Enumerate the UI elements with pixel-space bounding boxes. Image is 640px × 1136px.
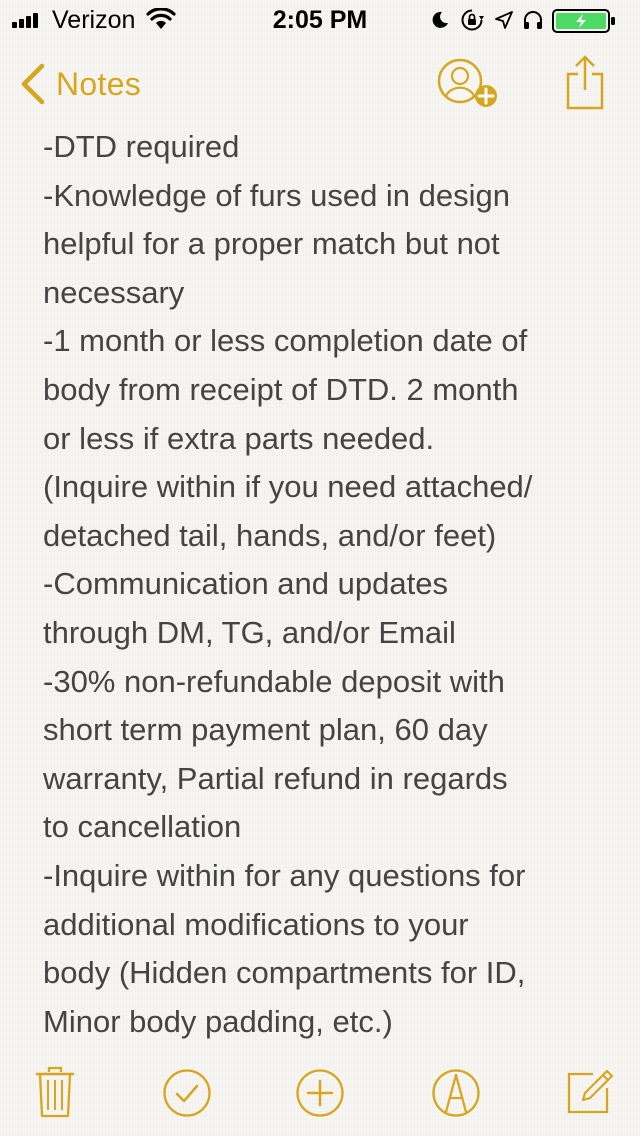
note-line: helpful for a proper match but not (43, 226, 500, 262)
note-line: through DM, TG, and/or Email (43, 614, 456, 650)
note-line: -Knowledge of furs used in design (43, 177, 511, 213)
note-line: -30% non-refundable deposit with (43, 663, 505, 699)
share-button[interactable] (562, 54, 608, 112)
note-line: or less if extra parts needed. (43, 420, 435, 456)
note-line: (Inquire within if you need attached/ (43, 469, 533, 505)
delete-button[interactable] (35, 1066, 75, 1118)
add-icon (298, 1071, 343, 1116)
note-line: warranty, Partial refund in regards (43, 760, 508, 796)
add-people-icon (439, 60, 497, 107)
sketch-icon (434, 1071, 479, 1116)
compose-button[interactable] (565, 1066, 615, 1116)
note-line: -Communication and updates (43, 566, 448, 602)
status-bar (0, 0, 640, 40)
rotation-lock-icon (460, 8, 484, 32)
checklist-icon (165, 1071, 210, 1116)
note-line: -DTD required (43, 129, 240, 164)
note-line: Minor body padding, etc.) (43, 1003, 393, 1039)
note-body[interactable] (43, 123, 623, 1046)
trash-icon (37, 1068, 73, 1116)
note-line: short term payment plan, 60 day (43, 712, 488, 748)
share-icon (568, 57, 602, 108)
add-people-button[interactable] (436, 56, 508, 112)
note-line: to cancellation (43, 809, 242, 845)
battery-charging-icon (552, 9, 618, 33)
checklist-button[interactable] (162, 1068, 212, 1118)
note-line: -1 month or less completion date of (43, 323, 528, 359)
carrier-name: Verizon (52, 6, 136, 34)
chevron-left-icon (20, 62, 46, 106)
note-line: detached tail, hands, and/or feet) (43, 517, 497, 553)
status-time: 2:05 PM (272, 6, 368, 34)
note-line: body from receipt of DTD. 2 month (43, 371, 519, 407)
note-line: necessary (43, 274, 185, 310)
sketch-button[interactable] (430, 1068, 482, 1118)
note-line: body (Hidden compartments for ID, (43, 955, 526, 991)
note-line: additional modifications to your (43, 906, 469, 942)
compose-icon (569, 1071, 612, 1112)
add-button[interactable] (295, 1068, 345, 1118)
headphones-icon (522, 9, 544, 31)
location-arrow-icon (494, 10, 514, 30)
back-label: Notes (56, 65, 142, 102)
do-not-disturb-moon-icon (430, 10, 450, 30)
bottom-toolbar (0, 1060, 640, 1130)
back-button[interactable] (20, 62, 141, 106)
note-line: -Inquire within for any questions for (43, 857, 526, 893)
nav-bar (0, 40, 640, 128)
